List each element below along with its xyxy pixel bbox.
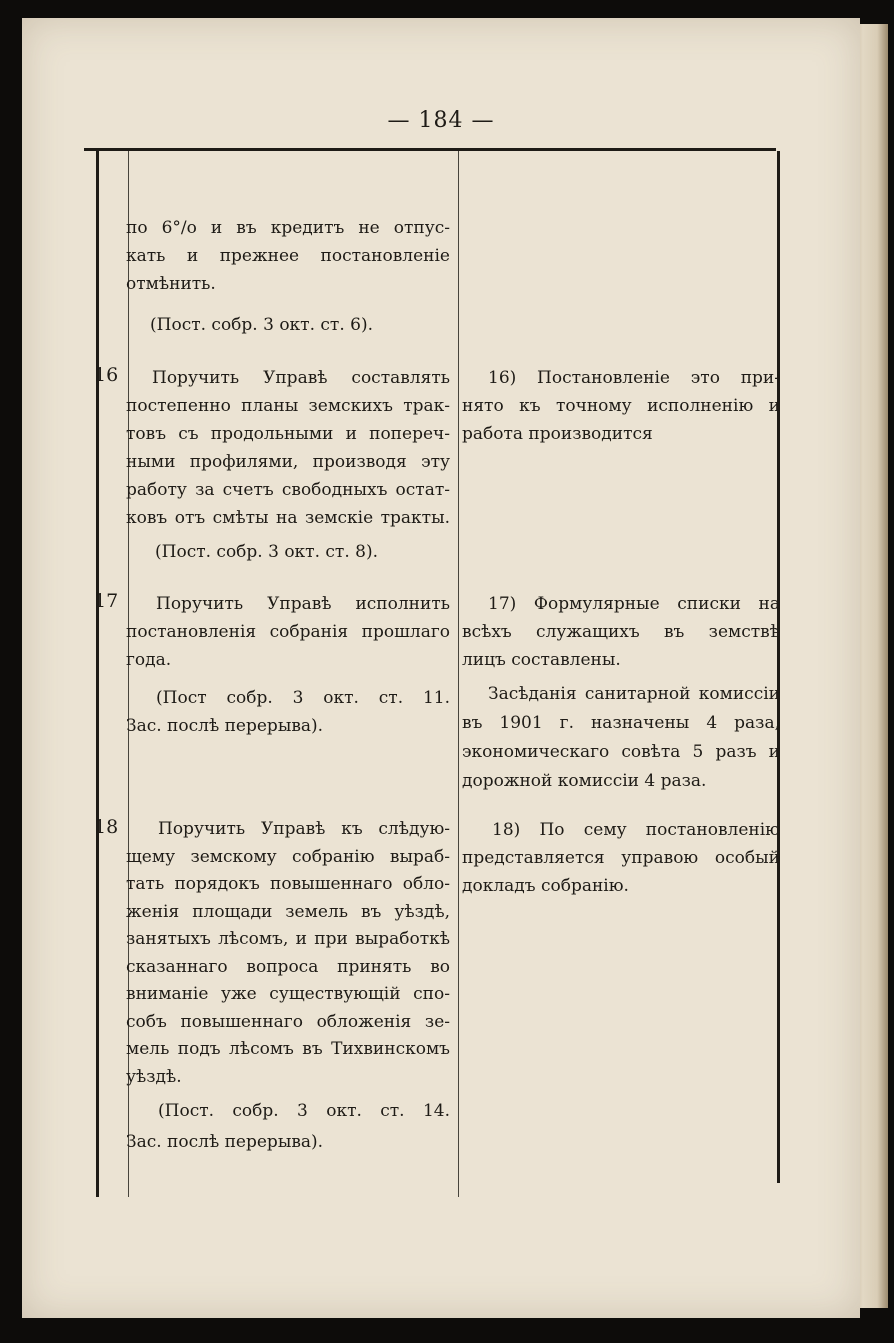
- text-line: Зас. послѣ перерыва).: [126, 1132, 324, 1152]
- item-number: 17: [94, 590, 119, 612]
- text-line: щему земскому собранію выраб-: [126, 846, 450, 867]
- item-18-resolution: [126, 816, 450, 1091]
- item-17-resolution: [126, 590, 450, 674]
- text-line: докладъ собранію.: [462, 876, 629, 896]
- page-number: — 184 —: [387, 108, 495, 133]
- item-16-resolution: [126, 364, 450, 532]
- text-line: тать порядокъ повышеннаго обло-: [126, 874, 450, 894]
- continuation-reference: (Пост. собр. 3 окт. ст. 6).: [150, 315, 373, 335]
- text-line: представляется управою особый: [462, 848, 780, 868]
- table-top-rule: [84, 148, 776, 151]
- item-18-execution: [462, 816, 780, 900]
- item-17-reference: [126, 684, 450, 740]
- table-left-rule: [96, 151, 99, 1197]
- item-18-reference: [126, 1096, 450, 1158]
- text-line: экономическаго совѣта 5 разъ и: [462, 742, 780, 762]
- text-line: Зас. послѣ перерыва).: [126, 716, 324, 736]
- text-line: (Пост собр. 3 окт. ст. 11.: [156, 688, 450, 708]
- text-line: мель подъ лѣсомъ въ Тихвинскомъ: [126, 1039, 450, 1059]
- text-line: Поручить Управѣ составлять: [152, 368, 450, 388]
- text-line: собъ повышеннаго обложенія зе-: [126, 1011, 450, 1032]
- text-line: постепенно планы земскихъ трак-: [126, 396, 450, 416]
- text-line: постановленія собранія прошлаго: [126, 622, 450, 642]
- item-number: 16: [94, 364, 119, 386]
- text-line: 18) По сему постановленію: [492, 820, 780, 840]
- text-line: работа производится: [462, 424, 653, 444]
- text-line: вниманіе уже существующій спо-: [126, 984, 450, 1004]
- text-line: дорожной комиссіи 4 раза.: [462, 771, 707, 791]
- text-line: отмѣнить.: [126, 274, 216, 294]
- text-line: лицъ составлены.: [462, 650, 621, 670]
- text-line: занятыхъ лѣсомъ, и при выработкѣ: [126, 929, 450, 949]
- text-line: 17) Формулярные списки на: [488, 594, 780, 614]
- text-line: нято къ точному исполненію и: [462, 396, 780, 416]
- item-16-reference: (Пост. собр. 3 окт. ст. 8).: [155, 542, 378, 562]
- text-line: Засѣданія санитарной комиссіи: [488, 684, 780, 704]
- text-line: всѣхъ служащихъ въ земствѣ: [462, 622, 780, 642]
- item-number: 18: [94, 816, 119, 838]
- text-line: по 6°/о и въ кредитъ не отпус-: [126, 218, 450, 238]
- item-16-execution: [462, 364, 780, 448]
- text-line: товъ съ продольными и попереч-: [126, 424, 450, 444]
- text-line: (Пост. собр. 3 окт. ст. 14.: [158, 1101, 450, 1121]
- item-17-execution: [462, 590, 780, 674]
- text-line: кать и прежнее постановленіе: [126, 246, 450, 266]
- text-line: Поручить Управѣ исполнить: [156, 594, 450, 614]
- column-divider: [458, 151, 459, 1197]
- text-line: уѣздѣ.: [126, 1066, 182, 1087]
- continuation-text: [126, 214, 450, 298]
- text-line: ными профилями, производя эту: [126, 452, 450, 472]
- item-17-execution-extra: [462, 680, 780, 796]
- text-line: 16) Постановленіе это при-: [488, 368, 780, 388]
- text-line: работу за счетъ свободныхъ остат-: [126, 480, 450, 500]
- text-line: ковъ отъ смѣты на земскіе тракты.: [126, 508, 450, 528]
- text-line: въ 1901 г. назначены 4 раза,: [462, 713, 780, 733]
- text-line: женія площади земель въ уѣздѣ,: [126, 901, 450, 922]
- text-line: сказаннаго вопроса принять во: [126, 956, 450, 977]
- text-line: Поручить Управѣ къ слѣдую-: [158, 819, 450, 839]
- text-line: года.: [126, 650, 172, 670]
